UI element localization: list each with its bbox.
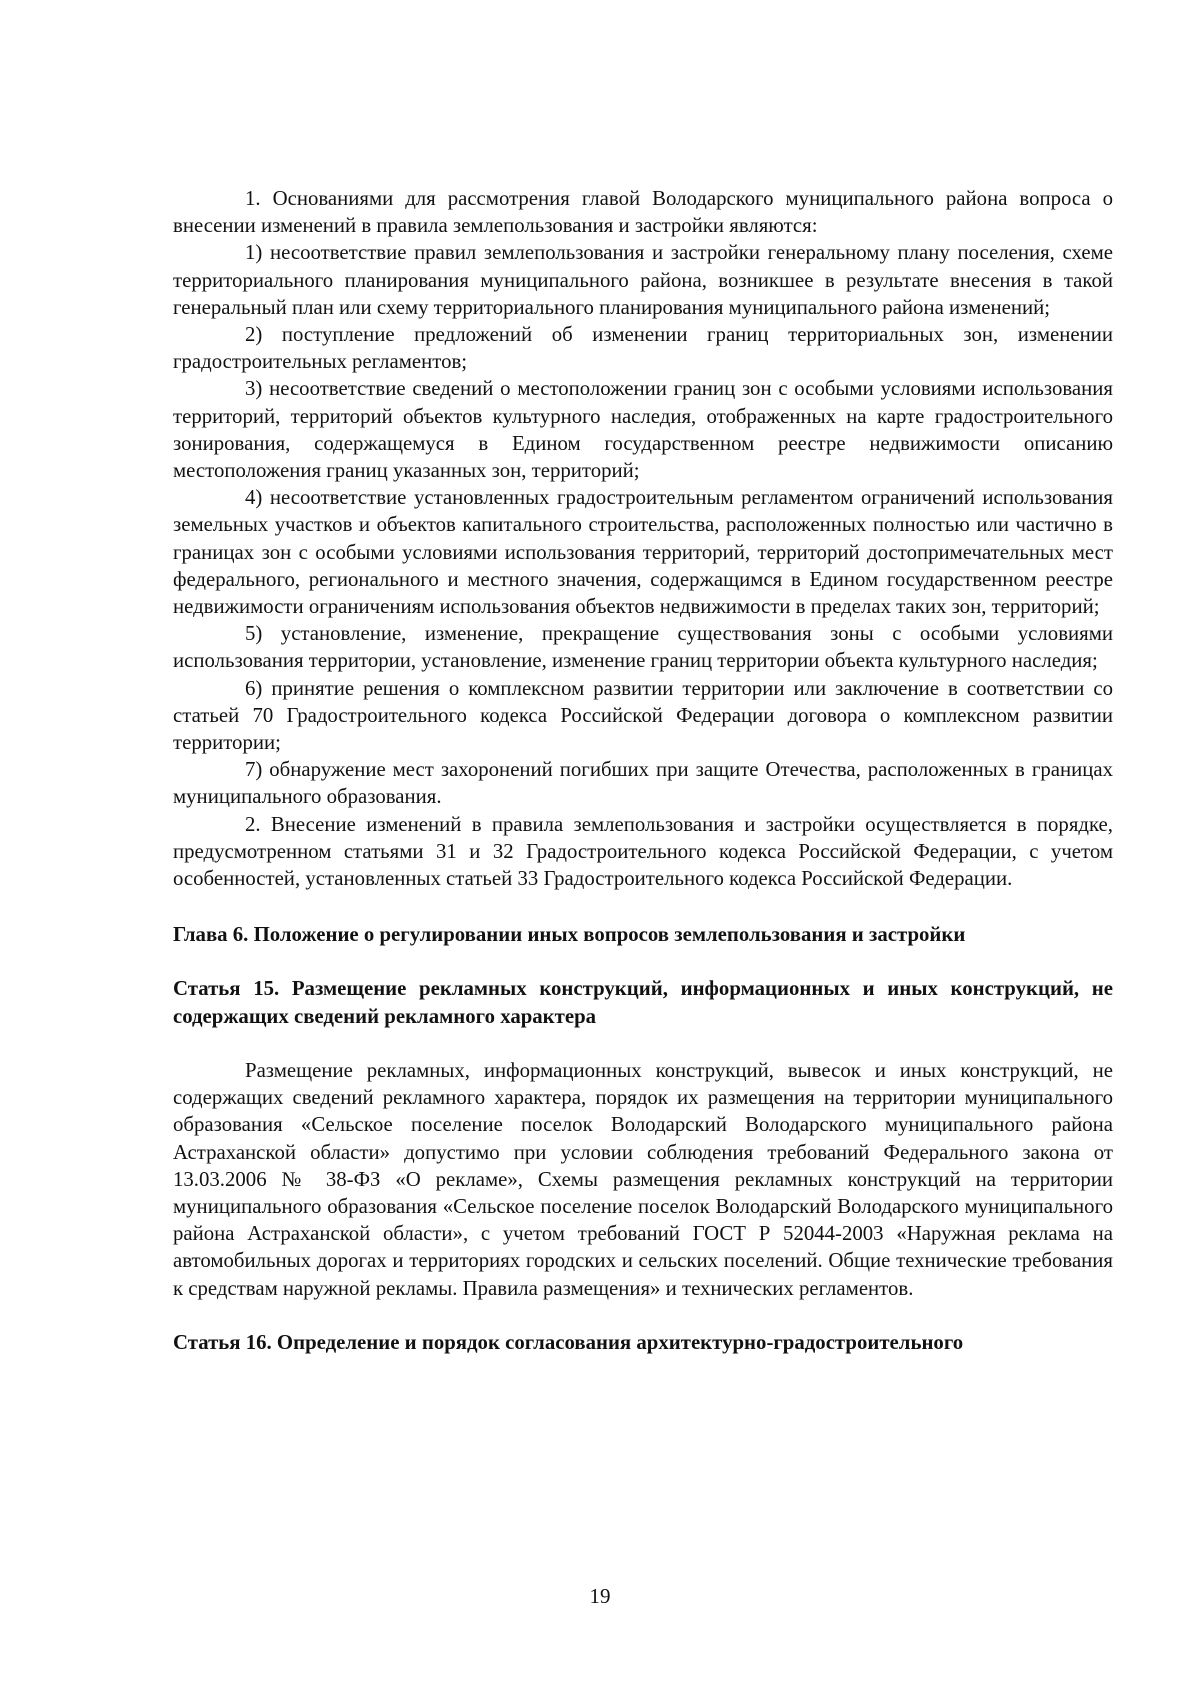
page-number: 19 xyxy=(589,1584,611,1608)
chapter-6-heading: Глава 6. Положение о регулировании иных вопросов землепользования и застройки xyxy=(173,923,966,947)
article-15-heading: Статья 15. Размещение рекламных конструкций, информационных и иных конструкций, не содержащих сведений рекламного характера xyxy=(173,977,1113,1028)
list-item-5: 5) установление, изменение, прекращение существования зоны с особыми условиями использования территории, установление, изменение границ территории объекта культурного наследия; xyxy=(173,622,1113,673)
paragraph-1: 1. Основаниями для рассмотрения главой Володарского муниципального района вопроса о внесении изменений в правила землепользования и застройки являются: xyxy=(173,187,1113,238)
document-page xyxy=(173,185,1113,1356)
list-item-2: 2) поступление предложений об изменении границ территориальных зон, изменении градостроительных регламентов; xyxy=(173,323,1113,374)
article-15-body: Размещение рекламных, информационных конструкций, вывесок и иных конструкций, не содержащих сведений рекламного характера, порядок их размещения на территории муниципального образования «Сельское поселение поселок Володарский Володарского муниципального района Астраханской области» допустимо при условии соблюдения требований Федерального закона от 13.03.2006 № 38-ФЗ «О рекламе», Схемы размещения рекламных конструкций на территории муниципального образования «Сельское поселение поселок Володарский Володарского муниципального района Астраханской области», с учетом требований ГОСТ Р 52044-2003 «Наружная реклама на автомобильных дорогах и территориях городских и сельских поселений. Общие технические требования к средствам наружной рекламы. Правила размещения» и технических регламентов. xyxy=(173,1058,1113,1300)
article-16-heading: Статья 16. Определение и порядок согласования архитектурно-градостроительного xyxy=(173,1330,964,1354)
paragraph-2: 2. Внесение изменений в правила землепользования и застройки осуществляется в порядке, предусмотренном статьями 31 и 32 Градостроительного кодекса Российской Федерации, с учетом особенностей, установленных статьей 33 Градостроительного кодекса Российской Федерации. xyxy=(173,812,1113,891)
list-item-6: 6) принятие решения о комплексном развитии территории или заключение в соответствии со статьей 70 Градостроительного кодекса Российской Федерации договора о комплексном развитии территории; xyxy=(173,676,1113,755)
list-item-3: 3) несоответствие сведений о местоположении границ зон с особыми условиями использования территорий, территорий объектов культурного наследия, отображенных на карте градостроительного зонирования, содержащемуся в Едином государственном реестре недвижимости описанию местоположения границ указанных зон, территорий; xyxy=(173,377,1113,483)
list-item-1: 1) несоответствие правил землепользования и застройки генеральному плану поселения, схеме территориального планирования муниципального района, возникшее в результате внесения в такой генеральный план или схему территориального планирования муниципального района изменений; xyxy=(173,241,1113,319)
list-item-4: 4) несоответствие установленных градостроительным регламентом ограничений использования земельных участков и объектов капитального строительства, расположенных полностью или частично в границах зон с особыми условиями использования территорий, территорий достопримечательных мест федерального, регионального и местного значения, содержащимся в Едином государственном реестре недвижимости ограничениям использования объектов недвижимости в пределах таких зон, территорий; xyxy=(173,486,1113,619)
list-item-7: 7) обнаружение мест захоронений погибших при защите Отечества, расположенных в границах муниципального образования. xyxy=(173,758,1113,809)
